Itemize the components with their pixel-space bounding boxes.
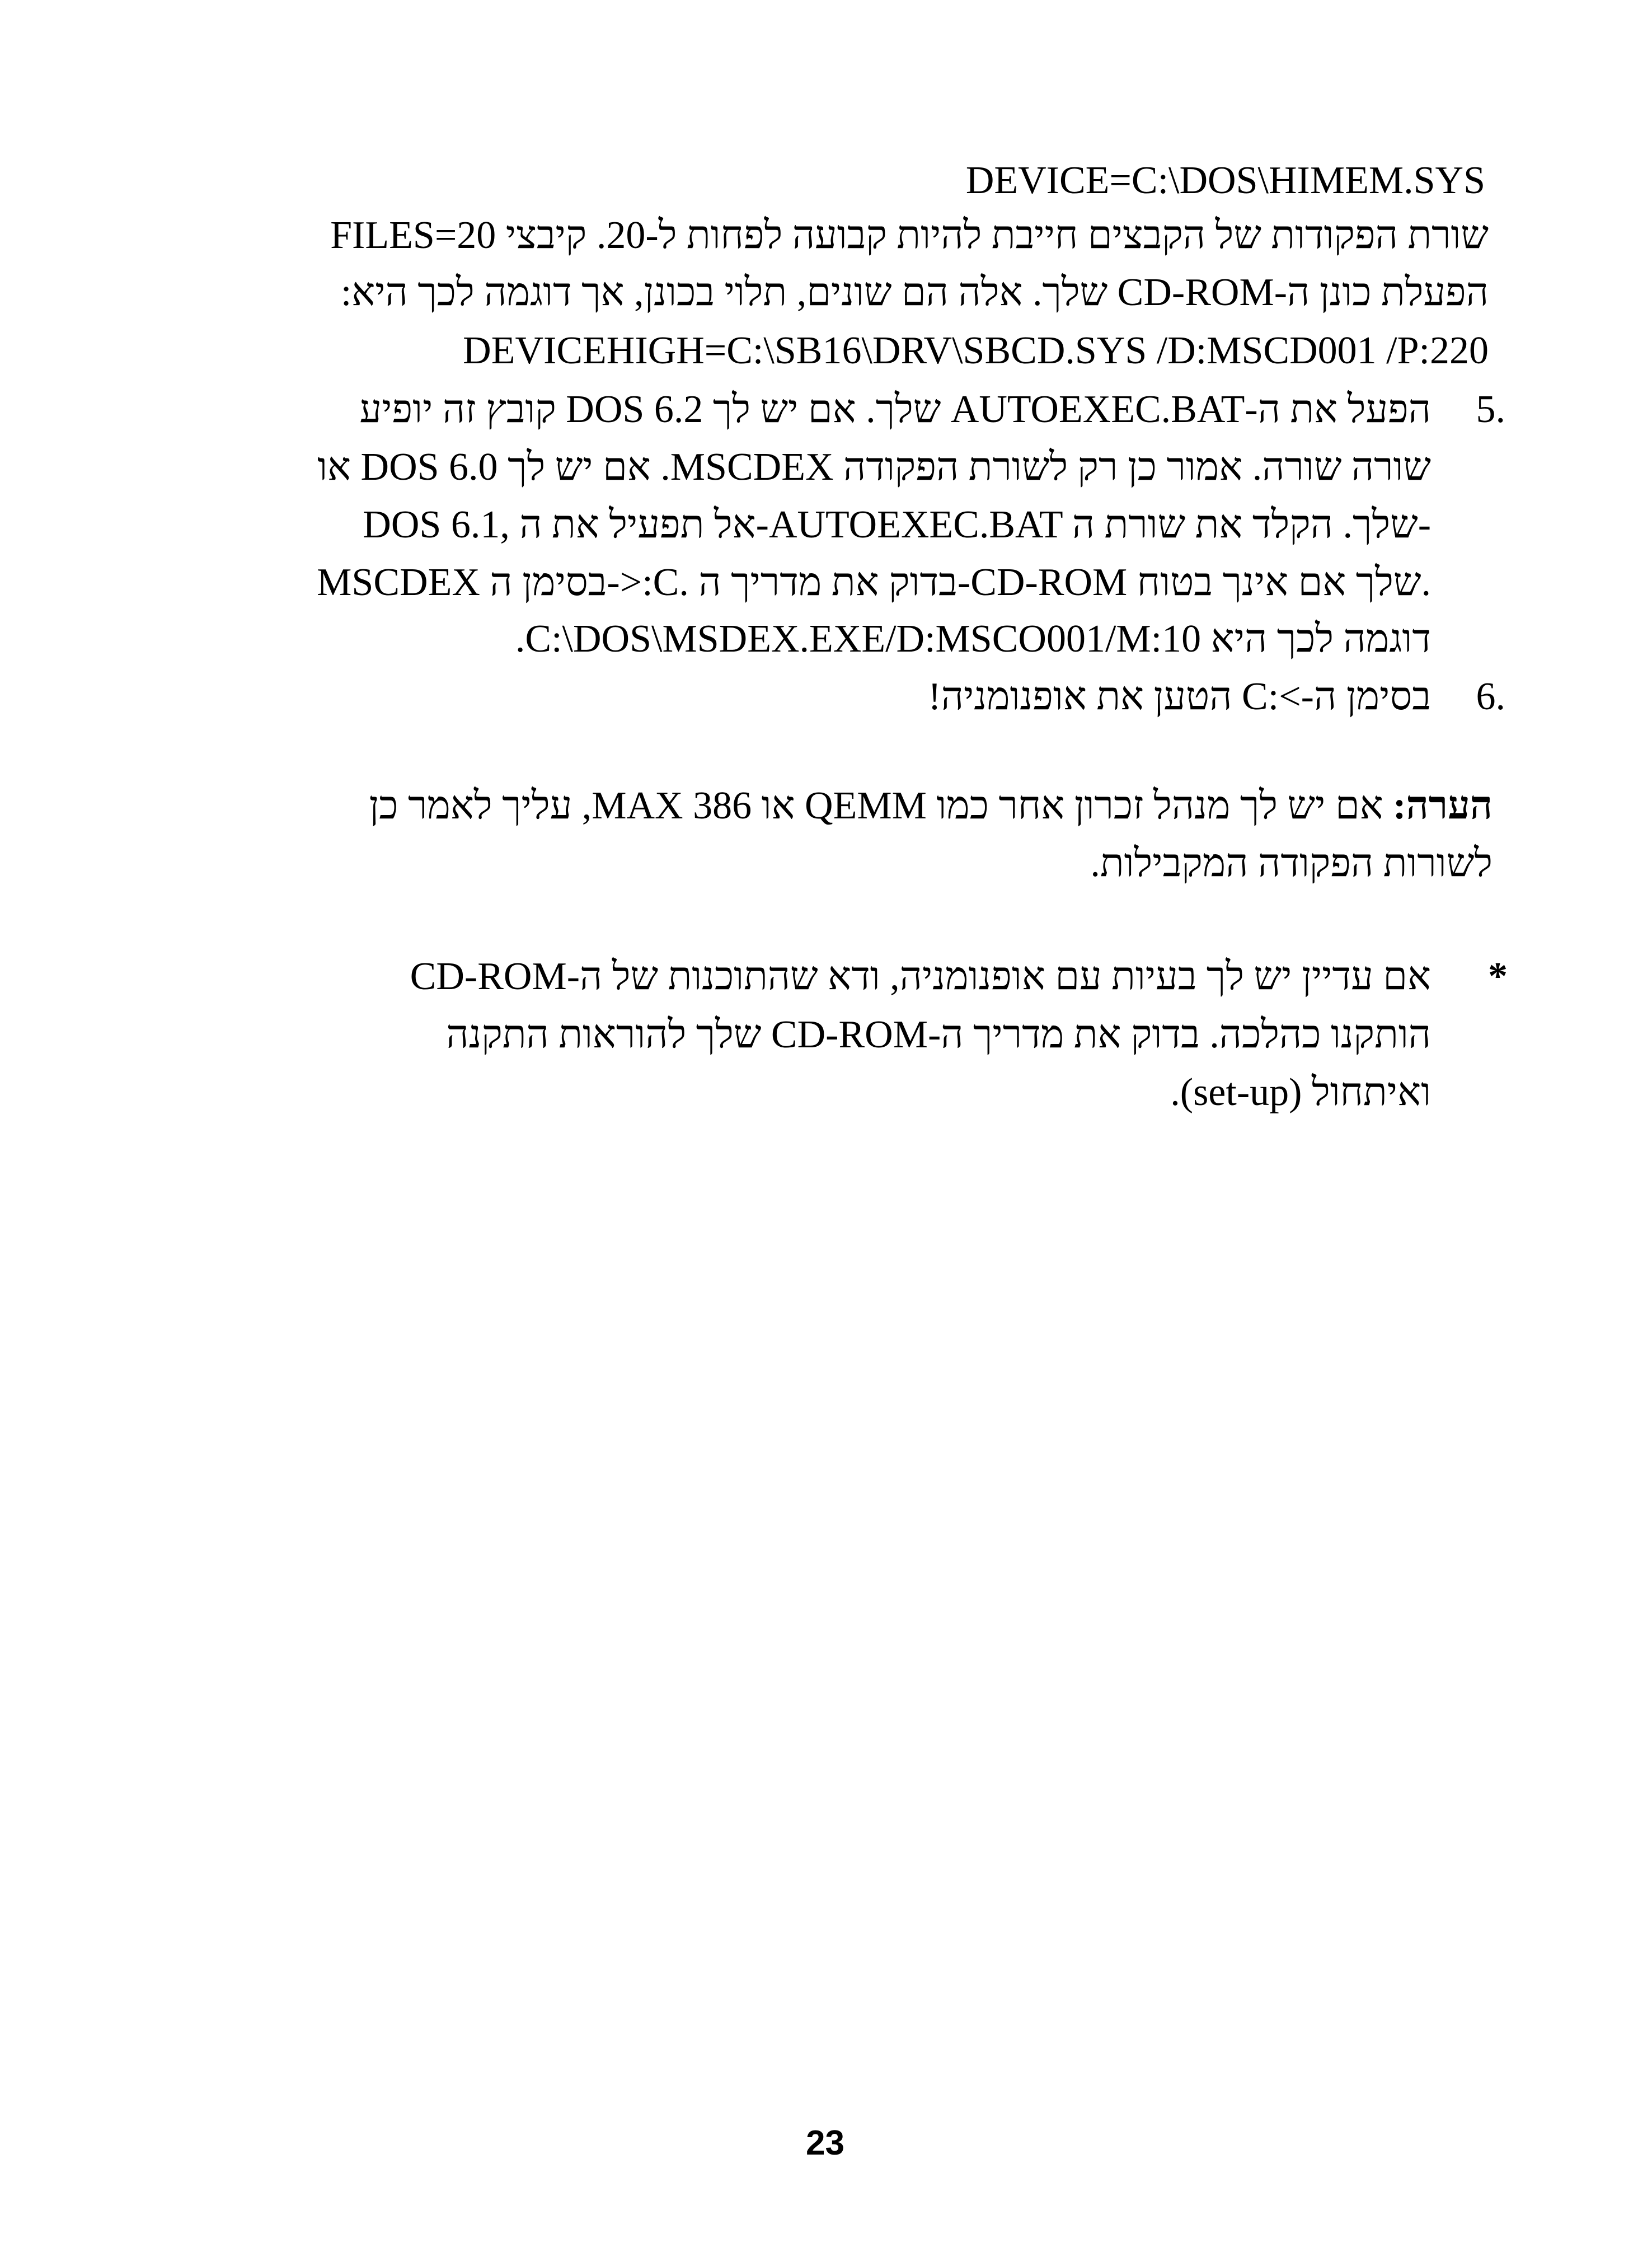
devicehigh-config-line: DEVICEHIGH=C:\SB16\DRV\SBCD.SYS /D:MSCD001 /P:220 [463,329,1489,372]
item-6-text: בסימן ה->:C הטען את אופנומניה! [928,675,1431,718]
item-5-line-3: DOS 6.1, אל תפעיל את ה-AUTOEXEC.BAT שלך. הקלד את שורת ה- [363,503,1431,546]
star-item-line-3: ואיתחול (set-up). [1170,1071,1431,1114]
item-6-number: 6. [1476,675,1505,718]
note-line-1-text: אם יש לך מנהל זכרון אחר כמו QEMM או 386 MAX, עליך לאמר כן [369,784,1383,827]
star-bullet: * [1488,955,1508,998]
note-line-2: לשורות הפקודה המקבילות. [1090,842,1493,885]
item-5-line-4: MSCDEX בסימן ה->:C. בדוק את מדריך ה-CD-ROM שלך אם אינך בטוח. [317,561,1431,604]
item-5-line-2: שורה שורה. אמור כן רק לשורת הפקודה MSCDEX. אם יש לך DOS 6.0 או [317,446,1431,489]
note-label: הערה: [1393,784,1493,827]
star-item-line-2: הותקנו כהלכה. בדוק את מדריך ה-CD-ROM שלך להוראות התקנה [446,1013,1431,1056]
item-5-line-5: דוגמה לכך היא C:\DOS\MSDEX.EXE/D:MSCO001/M:10. [515,617,1431,661]
files-paragraph-line-2: הפעלת כונן ה-CD-ROM שלך. אלה הם שונים, תלוי בכונן, אך דוגמה לכך היא: [340,271,1489,314]
note-line-1 [369,786,1493,826]
star-item-line-1: אם עדיין יש לך בעיות עם אופנומניה, ודא שהתוכנות של ה-CD-ROM [410,955,1431,998]
device-config-line: DEVICE=C:\DOS\HIMEM.SYS [965,159,1485,202]
item-5-number: 5. [1476,388,1505,431]
page-number: 23 [806,2124,844,2162]
files-paragraph-line-1: FILES=20 שורת הפקודות של הקבצים חייבת להיות קבועה לפחות ל-20. קיבצי [330,214,1489,257]
item-5-line-1: הפעל את ה-AUTOEXEC.BAT שלך. אם יש לך DOS 6.2 קובץ זה יופיע [359,388,1431,431]
